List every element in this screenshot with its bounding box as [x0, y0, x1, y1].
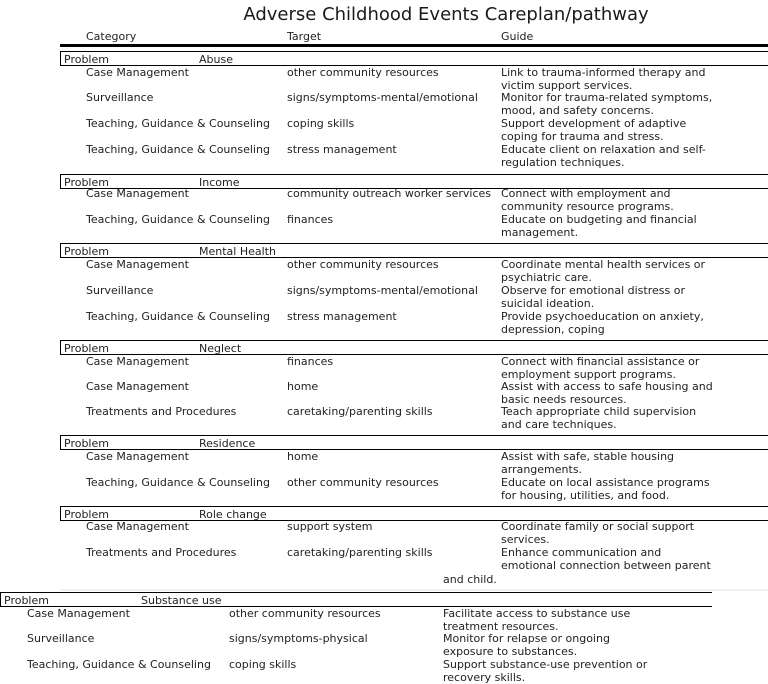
- target-cell: coping skills: [229, 658, 297, 671]
- guide-cell: Educate on budgeting and financial management.: [501, 213, 697, 239]
- guide-cell: Teach appropriate child supervision and care techniques.: [501, 405, 697, 431]
- header-rule: [60, 44, 768, 47]
- guide-cell: Observe for emotional distress or suicidal ideation.: [501, 284, 685, 310]
- problem-header: [60, 51, 768, 66]
- category-cell: Treatments and Procedures: [86, 405, 237, 418]
- guide-cell: Educate on local assistance programs for housing, utilities, and food.: [501, 476, 710, 502]
- problem-name: Abuse: [199, 53, 233, 66]
- problem-header: [60, 506, 768, 521]
- category-cell: Case Management: [86, 187, 189, 200]
- category-cell: Case Management: [86, 355, 189, 368]
- category-cell: Case Management: [86, 380, 189, 393]
- target-cell: other community resources: [287, 258, 439, 271]
- category-cell: Teaching, Guidance & Counseling: [86, 143, 270, 156]
- target-cell: signs/symptoms-physical: [229, 632, 368, 645]
- header-category: Category: [86, 30, 137, 43]
- problem-label: Problem: [64, 508, 109, 521]
- page-seam: [60, 589, 768, 591]
- problem-name: Residence: [199, 437, 256, 450]
- category-cell: Teaching, Guidance & Counseling: [86, 213, 270, 226]
- target-cell: coping skills: [287, 117, 355, 130]
- category-cell: Teaching, Guidance & Counseling: [86, 310, 270, 323]
- guide-cell: Connect with employment and community resource programs.: [501, 187, 674, 213]
- category-cell: Teaching, Guidance & Counseling: [86, 117, 270, 130]
- guide-cell: Educate client on relaxation and self-regulation techniques.: [501, 143, 706, 169]
- guide-cell: Support development of adaptive coping for trauma and stress.: [501, 117, 687, 143]
- target-cell: finances: [287, 213, 334, 226]
- target-cell: other community resources: [229, 607, 381, 620]
- guide-cell: Assist with access to safe housing and basic needs resources.: [501, 380, 713, 406]
- problem-name: Income: [199, 176, 240, 189]
- target-cell: caretaking/parenting skills: [287, 546, 433, 559]
- problem-label: Problem: [4, 594, 49, 607]
- problem-header: [60, 243, 768, 258]
- category-cell: Case Management: [86, 520, 189, 533]
- guide-cell: Monitor for relapse or ongoing exposure to substances.: [443, 632, 610, 658]
- target-cell: signs/symptoms-mental/emotional: [287, 91, 478, 104]
- category-cell: Surveillance: [27, 632, 95, 645]
- target-cell: stress management: [287, 310, 397, 323]
- guide-cell: Coordinate family or social support services.: [501, 520, 695, 546]
- guide-cell: Provide psychoeducation on anxiety, depression, coping: [501, 310, 704, 336]
- target-cell: support system: [287, 520, 373, 533]
- problem-label: Problem: [64, 342, 109, 355]
- category-cell: Teaching, Guidance & Counseling: [86, 476, 270, 489]
- guide-cell: Link to trauma-informed therapy and victim support services.: [501, 66, 706, 92]
- category-cell: Surveillance: [86, 284, 154, 297]
- target-cell: home: [287, 450, 319, 463]
- guide-cell: Enhance communication and emotional connection between parent: [501, 546, 711, 572]
- problem-header: [60, 435, 768, 450]
- target-cell: finances: [287, 355, 334, 368]
- problem-label: Problem: [64, 53, 109, 66]
- category-cell: Case Management: [86, 66, 189, 79]
- category-cell: Case Management: [27, 607, 130, 620]
- problem-name: Neglect: [199, 342, 242, 355]
- problem-name: Role change: [199, 508, 267, 521]
- guide-cell: Coordinate mental health services or psychiatric care.: [501, 258, 706, 284]
- guide-cell: Support substance-use prevention or recovery skills.: [443, 658, 648, 684]
- category-cell: Case Management: [86, 450, 189, 463]
- target-cell: other community resources: [287, 66, 439, 79]
- problem-name: Mental Health: [199, 245, 276, 258]
- target-cell: other community resources: [287, 476, 439, 489]
- problem-label: Problem: [64, 245, 109, 258]
- target-cell: community outreach worker services: [287, 187, 491, 200]
- problem-name: Substance use: [141, 594, 222, 607]
- header-guide: Guide: [501, 30, 534, 43]
- target-cell: caretaking/parenting skills: [287, 405, 433, 418]
- guide-cell: Assist with safe, stable housing arrangements.: [501, 450, 675, 476]
- category-cell: Teaching, Guidance & Counseling: [27, 658, 211, 671]
- guide-cell: Connect with financial assistance or employment support programs.: [501, 355, 700, 381]
- category-cell: Surveillance: [86, 91, 154, 104]
- guide-cell: Facilitate access to substance use treatment resources.: [443, 607, 631, 633]
- guide-cell-continued: and child.: [443, 573, 497, 586]
- category-cell: Case Management: [86, 258, 189, 271]
- problem-header: [0, 592, 712, 607]
- target-cell: home: [287, 380, 319, 393]
- target-cell: stress management: [287, 143, 397, 156]
- page-title: Adverse Childhood Events Careplan/pathway: [243, 4, 649, 25]
- guide-cell: Monitor for trauma-related symptoms, mood, and safety concerns.: [501, 91, 713, 117]
- header-target: Target: [287, 30, 322, 43]
- problem-label: Problem: [64, 176, 109, 189]
- category-cell: Treatments and Procedures: [86, 546, 237, 559]
- problem-header: [60, 340, 768, 355]
- target-cell: signs/symptoms-mental/emotional: [287, 284, 478, 297]
- problem-label: Problem: [64, 437, 109, 450]
